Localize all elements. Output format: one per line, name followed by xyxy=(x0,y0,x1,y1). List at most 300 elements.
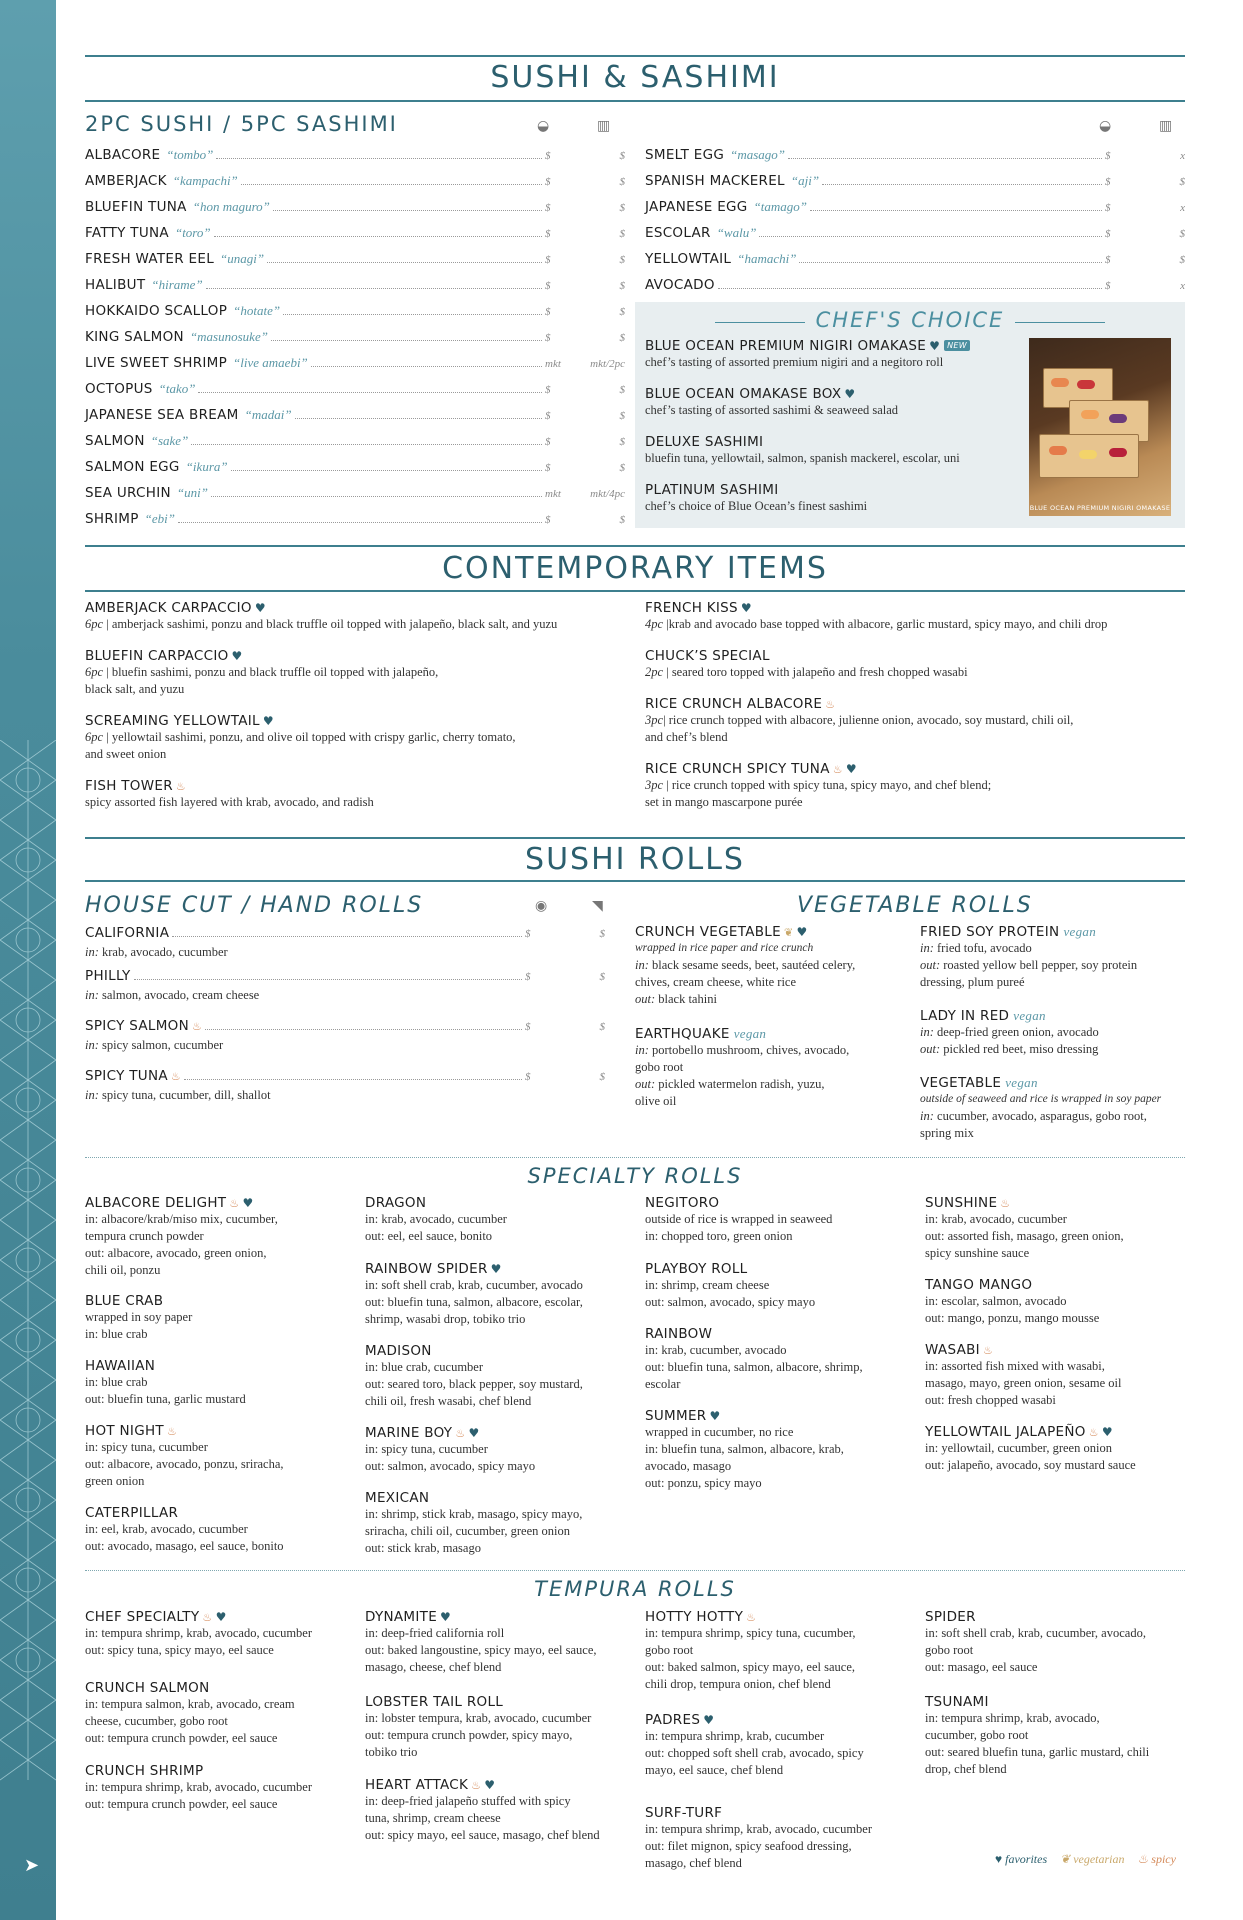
label: in: xyxy=(635,958,653,972)
label: out: xyxy=(635,992,659,1006)
contemporary-item-description xyxy=(645,777,1185,794)
contemporary-rule-top xyxy=(85,545,1185,547)
sushi-item-name: FATTY TUNA xyxy=(85,225,169,241)
sushi-item-japanese-name: “masago” xyxy=(730,147,786,162)
tempura-roll-line: out: tempura crunch powder, eel sauce xyxy=(85,1797,278,1811)
dot-leader xyxy=(172,936,522,937)
roll-ingredients xyxy=(920,1041,1185,1058)
tempura-roll-line: out: baked salmon, spicy mayo, eel sauce, xyxy=(645,1660,856,1674)
specialty-roll-line: green onion xyxy=(85,1474,145,1488)
favorite-icon: ♥ xyxy=(440,1610,452,1624)
favorite-icon: ♥ xyxy=(709,1409,721,1423)
contemporary-item-description xyxy=(85,729,625,746)
tempura-roll-line: out: tempura crunch powder, eel sauce xyxy=(85,1731,278,1745)
tempura-roll-name-text: DYNAMITE xyxy=(365,1609,438,1625)
favorite-icon: ♥ xyxy=(231,649,243,663)
specialty-roll-line: in: soft shell crab, krab, cucumber, avocado xyxy=(365,1278,583,1292)
description-text: | bluefin sashimi, ponzu and black truffle oil topped with jalapeño, xyxy=(103,665,439,679)
roll-ingredients xyxy=(920,1125,1185,1142)
tempura-roll-name-text: CHEF SPECIALTY xyxy=(85,1609,200,1625)
sushi-item-name: SALMON xyxy=(85,433,145,449)
sushi-item-japanese-name: “tamago” xyxy=(753,199,808,214)
specialty-roll-line: masago, mayo, green onion, sesame oil xyxy=(925,1376,1122,1390)
legend-vegetarian: ❦ vegetarian xyxy=(1060,1852,1125,1866)
price-5pc: $ xyxy=(619,436,625,448)
sushi-item-japanese-name: “uni” xyxy=(176,485,208,500)
specialty-roll-item xyxy=(925,1277,1195,1327)
tempura-roll-line: out: filet mignon, spicy seafood dressing, xyxy=(645,1839,852,1853)
specialty-roll-name xyxy=(925,1277,1195,1293)
spicy-icon: ♨ xyxy=(1088,1426,1099,1439)
sushi-item-name: YELLOWTAIL xyxy=(645,251,732,267)
tempura-roll-name-text: CRUNCH SHRIMP xyxy=(85,1763,204,1779)
tempura-roll-line: in: deep-fried california roll xyxy=(365,1626,505,1640)
sushi-item-row xyxy=(85,407,625,427)
legend xyxy=(985,1852,1176,1867)
chef-choice-description: chef’s tasting of assorted premium nigiri and a negitoro roll xyxy=(645,355,944,369)
spicy-icon: ♨ xyxy=(166,1425,178,1438)
sushi-item-row xyxy=(645,147,1185,167)
favorite-icon: ♥ xyxy=(703,1713,715,1727)
nigiri-shape xyxy=(1109,448,1127,457)
specialty-roll-line: out: eel, eel sauce, bonito xyxy=(365,1229,493,1243)
price-2pc: $ xyxy=(1105,202,1111,214)
price-2pc: $ xyxy=(545,410,551,422)
contemporary-item-description xyxy=(85,794,625,811)
favorite-icon: ♥ xyxy=(490,1262,502,1276)
vegetable-rolls-title: VEGETABLE ROLLS xyxy=(797,893,1033,918)
specialty-roll-item xyxy=(85,1293,355,1343)
contemporary-item xyxy=(645,648,1185,681)
sushi-item-name: BLUEFIN TUNA xyxy=(85,199,187,215)
chef-choice-name xyxy=(645,338,1025,354)
chef-choice-description: chef’s tasting of assorted sashimi & seaweed salad xyxy=(645,403,899,417)
sushi-item-name: JAPANESE EGG xyxy=(645,199,748,215)
description-text: | rice crunch topped with spicy tuna, spicy mayo, and chef blend; xyxy=(663,778,992,792)
dot-leader xyxy=(295,418,542,419)
label: out: xyxy=(635,1077,659,1091)
favorite-icon: ♥ xyxy=(468,1426,480,1440)
spicy-icon: ♨ xyxy=(471,1779,482,1792)
ingredients-text: fried tofu, avocado xyxy=(937,941,1032,955)
contemporary-title: CONTEMPORARY ITEMS xyxy=(442,551,828,586)
sidebar-band xyxy=(0,0,56,1920)
piece-count: 4pc xyxy=(645,617,664,631)
tempura-roll-line: gobo root xyxy=(925,1643,974,1657)
sushi-2pc-icon-right: ◒ xyxy=(1099,118,1112,134)
sushi-item-row xyxy=(85,147,625,167)
ingredients-text: spicy tuna, cucumber, dill, shallot xyxy=(102,1088,271,1102)
specialty-roll-item xyxy=(645,1326,915,1393)
pc-header: 2PC SUSHI / 5PC SASHIMI xyxy=(85,112,398,136)
description-text: spicy assorted fish layered with krab, avocado, and radish xyxy=(85,795,374,809)
price-2pc: $ xyxy=(545,280,551,292)
house-roll-name xyxy=(85,925,169,941)
specialty-roll-item xyxy=(645,1261,915,1311)
price-2pc: mkt xyxy=(545,488,561,500)
chef-choice-description: bluefin tuna, yellowtail, salmon, spanish mackerel, escolar, uni xyxy=(645,451,960,465)
tempura-roll-line: in: tempura shrimp, krab, avocado, cucumber xyxy=(85,1780,313,1794)
chef-choice-item xyxy=(645,338,1025,371)
vegetable-roll-name-text: CRUNCH VEGETABLE xyxy=(635,924,781,940)
contemporary-item xyxy=(85,648,625,698)
specialty-roll-name xyxy=(645,1326,915,1342)
roll-ingredients xyxy=(635,1093,875,1110)
sushi-item-name: FRESH WATER EEL xyxy=(85,251,215,267)
ingredients-text: spring mix xyxy=(920,1126,974,1140)
sushi-item-row xyxy=(645,199,1185,219)
tempura-roll-line: drop, chef blend xyxy=(925,1762,1007,1776)
favorite-icon: ♥ xyxy=(484,1778,496,1792)
spicy-icon: ♨ xyxy=(982,1344,994,1357)
specialty-roll-name xyxy=(645,1261,915,1277)
tempura-roll-item xyxy=(645,1609,915,1693)
specialty-roll-line: in: assorted fish mixed with wasabi, xyxy=(925,1359,1105,1373)
specialty-roll-name xyxy=(645,1408,915,1424)
specialty-roll-line: out: salmon, avocado, spicy mayo xyxy=(645,1295,816,1309)
specialty-roll-line: out: fresh chopped wasabi xyxy=(925,1393,1056,1407)
description-text: | rice crunch topped with albacore, julienne onion, avocado, soy mustard, chili oil, xyxy=(663,713,1074,727)
tempura-roll-name-text: LOBSTER TAIL ROLL xyxy=(365,1694,504,1710)
specialty-roll-item xyxy=(925,1195,1195,1262)
specialty-roll-item xyxy=(925,1424,1195,1474)
label: in: xyxy=(920,941,938,955)
dot-leader xyxy=(214,236,542,237)
tempura-roll-name-text: PADRES xyxy=(645,1712,701,1728)
vegetable-roll-item xyxy=(920,924,1185,991)
chef-choice-item xyxy=(645,386,1025,419)
sushi-item-row xyxy=(85,485,625,505)
specialty-roll-name-text: SUNSHINE xyxy=(925,1195,998,1211)
favorite-icon: ♥ xyxy=(215,1610,227,1624)
specialty-roll-item xyxy=(365,1490,635,1557)
contemporary-item-name-text: AMBERJACK CARPACCIO xyxy=(85,600,252,616)
tempura-roll-name xyxy=(645,1712,915,1728)
sushi-item-row xyxy=(645,225,1185,245)
price-2pc: $ xyxy=(1105,228,1111,240)
tempura-roll-line: masago, chef blend xyxy=(645,1856,742,1870)
specialty-roll-line: sriracha, chili oil, cucumber, green onion xyxy=(365,1524,570,1538)
dot-leader xyxy=(206,288,542,289)
tempura-roll-line: chili drop, tempura onion, chef blend xyxy=(645,1677,831,1691)
label: out: xyxy=(920,958,944,972)
description-text: | seared toro topped with jalapeño and fresh chopped wasabi xyxy=(663,665,968,679)
sushi-item-japanese-name: “unagi” xyxy=(220,251,265,266)
dot-leader xyxy=(184,1079,522,1080)
vegetable-roll-name-text: LADY IN RED xyxy=(920,1008,1010,1024)
roll-note: wrapped in rice paper and rice crunch xyxy=(635,942,814,954)
specialty-roll-line: out: seared toro, black pepper, soy mustard, xyxy=(365,1377,583,1391)
sushi-item-japanese-name: “hotate” xyxy=(233,303,281,318)
tempura-roll-item xyxy=(925,1694,1195,1778)
vegan-tag: vegan xyxy=(1063,924,1096,939)
sushi-item-japanese-name: “ebi” xyxy=(144,511,176,526)
tempura-roll-line: out: spicy tuna, spicy mayo, eel sauce xyxy=(85,1643,274,1657)
ingredients-text: olive oil xyxy=(635,1094,677,1108)
house-roll-ingredients xyxy=(85,987,605,1004)
omakase-photo xyxy=(1029,338,1171,516)
menu-content xyxy=(85,0,1185,1920)
spicy-icon: ♨ xyxy=(175,780,187,793)
dot-leader xyxy=(134,979,522,980)
tempura-roll-name xyxy=(85,1680,355,1696)
favorite-icon: ♥ xyxy=(796,925,808,939)
favorite-icon: ♥ xyxy=(242,1196,254,1210)
specialty-roll-item xyxy=(85,1505,355,1555)
tempura-roll-name-text: SURF-TURF xyxy=(645,1805,723,1821)
dot-leader xyxy=(216,158,542,159)
tempura-roll-name xyxy=(645,1609,915,1625)
in-label: in: xyxy=(85,988,103,1002)
roll-ingredients xyxy=(920,1024,1185,1041)
price-5pc: $ xyxy=(619,306,625,318)
tempura-roll-line: out: baked langoustine, spicy mayo, eel sauce, xyxy=(365,1643,597,1657)
dot-leader xyxy=(198,392,542,393)
chef-choice-name-text: BLUE OCEAN PREMIUM NIGIRI OMAKASE xyxy=(645,338,927,354)
specialty-roll-line: in: yellowtail, cucumber, green onion xyxy=(925,1441,1112,1455)
contemporary-item-description-2: and sweet onion xyxy=(85,747,167,761)
tempura-roll-line: in: tempura shrimp, krab, avocado, xyxy=(925,1711,1100,1725)
in-label: in: xyxy=(85,1038,103,1052)
tempura-divider xyxy=(85,1570,1185,1571)
sushi-item-name: SHRIMP xyxy=(85,511,139,527)
specialty-roll-line: in: blue crab, cucumber xyxy=(365,1360,484,1374)
contemporary-item-name xyxy=(85,648,625,664)
piece-count: 3pc xyxy=(645,713,664,727)
tempura-roll-line: out: chopped soft shell crab, avocado, spicy xyxy=(645,1746,864,1760)
ingredients-text: gobo root xyxy=(635,1060,684,1074)
price-5pc: $ xyxy=(619,150,625,162)
tempura-roll-line: in: lobster tempura, krab, avocado, cucumber xyxy=(365,1711,592,1725)
piece-count: 2pc xyxy=(645,665,664,679)
specialty-roll-line: spicy sunshine sauce xyxy=(925,1246,1030,1260)
house-roll-ingredients xyxy=(85,1087,605,1104)
tempura-roll-name-text: TSUNAMI xyxy=(925,1694,989,1710)
specialty-roll-item xyxy=(85,1195,355,1279)
contemporary-item xyxy=(645,761,1185,811)
tempura-roll-name xyxy=(365,1609,635,1625)
contemporary-item-description xyxy=(645,664,1185,681)
vegetable-roll-name xyxy=(920,924,1185,940)
tempura-rolls-title: TEMPURA ROLLS xyxy=(534,1577,736,1601)
price-hand-roll: $ xyxy=(599,1021,605,1033)
price-2pc: $ xyxy=(545,436,551,448)
price-2pc: $ xyxy=(545,254,551,266)
dot-leader xyxy=(271,340,542,341)
sushi-item-row xyxy=(645,173,1185,193)
chef-choice-name xyxy=(645,386,1025,402)
contemporary-item-description xyxy=(645,616,1185,633)
dot-leader xyxy=(178,522,542,523)
roll-ingredients xyxy=(920,1108,1185,1125)
sushi-item-name: ESCOLAR xyxy=(645,225,711,241)
chefs-choice-box xyxy=(635,302,1185,528)
sushi-item-japanese-name: “ikura” xyxy=(185,459,228,474)
sashimi-5pc-icon-right: ▥ xyxy=(1159,118,1173,134)
contemporary-item xyxy=(85,778,625,811)
price-5pc: x xyxy=(1180,150,1185,162)
sushi-item-name: SPANISH MACKEREL xyxy=(645,173,785,189)
specialty-roll-line: in: spicy tuna, cucumber xyxy=(365,1442,488,1456)
specialty-roll-name-text: MADISON xyxy=(365,1343,432,1359)
tempura-roll-item xyxy=(85,1763,355,1813)
chefs-choice-title: CHEF'S CHOICE xyxy=(815,308,1005,332)
sushi-item-name: OCTOPUS xyxy=(85,381,153,397)
sushi-item-row xyxy=(85,329,625,349)
sushi-item-japanese-name: “sake” xyxy=(150,433,189,448)
contemporary-item-name-text: SCREAMING YELLOWTAIL xyxy=(85,713,260,729)
specialty-roll-line: in: blue crab xyxy=(85,1375,148,1389)
spicy-icon: ♨ xyxy=(1000,1197,1011,1210)
specialty-roll-name xyxy=(365,1490,635,1506)
sushi-item-name: JAPANESE SEA BREAM xyxy=(85,407,239,423)
tempura-roll-name xyxy=(365,1694,635,1710)
price-hand-roll: $ xyxy=(599,971,605,983)
price-2pc: $ xyxy=(545,332,551,344)
house-roll-row xyxy=(85,1068,605,1088)
specialty-roll-name xyxy=(925,1195,1195,1211)
tempura-roll-line: tuna, shrimp, cream cheese xyxy=(365,1811,501,1825)
label: in: xyxy=(920,1109,938,1123)
specialty-roll-item xyxy=(365,1343,635,1410)
specialty-roll-line: out: bluefin tuna, garlic mustard xyxy=(85,1392,246,1406)
specialty-divider xyxy=(85,1157,1185,1158)
contemporary-item-name xyxy=(645,600,1185,616)
price-2pc: $ xyxy=(1105,280,1111,292)
hand-roll-icon: ◥ xyxy=(592,898,603,914)
vegan-tag: vegan xyxy=(733,1026,767,1041)
specialty-roll-line: out: bluefin tuna, salmon, albacore, shrimp, xyxy=(645,1360,863,1374)
chef-choice-item xyxy=(645,482,1025,515)
label: in: xyxy=(920,1025,938,1039)
house-roll-name-text: CALIFORNIA xyxy=(85,925,170,941)
specialty-roll-line: out: jalapeño, avocado, soy mustard sauce xyxy=(925,1458,1136,1472)
price-5pc: $ xyxy=(1179,254,1185,266)
contemporary-item-description-2: and chef’s blend xyxy=(645,730,728,744)
specialty-roll-name-text: DRAGON xyxy=(365,1195,427,1211)
tempura-roll-name-text: SPIDER xyxy=(925,1609,976,1625)
specialty-roll-name xyxy=(85,1195,355,1211)
tempura-roll-line: in: tempura shrimp, krab, avocado, cucumber xyxy=(85,1626,313,1640)
price-hand-roll: $ xyxy=(599,1071,605,1083)
roll-ingredients xyxy=(635,1042,875,1059)
price-5pc: $ xyxy=(619,280,625,292)
specialty-roll-line: in: spicy tuna, cucumber xyxy=(85,1440,208,1454)
ingredients-text: deep-fried green onion, avocado xyxy=(937,1025,1099,1039)
price-2pc: $ xyxy=(1105,176,1111,188)
contemporary-item-description-2: set in mango mascarpone purée xyxy=(645,795,803,809)
roll-ingredients xyxy=(635,957,875,974)
vegetable-roll-item xyxy=(635,924,875,1008)
contemporary-item xyxy=(645,696,1185,746)
specialty-roll-name xyxy=(645,1195,915,1211)
specialty-roll-line: out: assorted fish, masago, green onion, xyxy=(925,1229,1124,1243)
vegetable-roll-item xyxy=(635,1026,875,1110)
specialty-roll-line: wrapped in cucumber, no rice xyxy=(645,1425,794,1439)
sushi-item-row xyxy=(85,433,625,453)
specialty-roll-name xyxy=(365,1425,635,1441)
legend-favorites: ♥ favorites xyxy=(995,1852,1048,1866)
rolls-rule-top xyxy=(85,837,1185,839)
price-2pc: $ xyxy=(545,384,551,396)
spicy-icon: ♨ xyxy=(170,1070,182,1083)
spicy-icon: ♨ xyxy=(746,1611,757,1624)
dot-leader xyxy=(241,184,542,185)
price-2pc: $ xyxy=(545,150,551,162)
sushi-item-row xyxy=(85,381,625,401)
ingredients-text: roasted yellow bell pepper, soy protein xyxy=(943,958,1138,972)
specialty-roll-name xyxy=(365,1343,635,1359)
vegetable-roll-item xyxy=(920,1008,1185,1058)
sushi-item-name: SEA URCHIN xyxy=(85,485,171,501)
vegetable-roll-item xyxy=(920,1075,1185,1142)
in-label: in: xyxy=(85,1088,103,1102)
spicy-icon: ♨ xyxy=(202,1611,213,1624)
specialty-roll-line: in: blue crab xyxy=(85,1327,148,1341)
specialty-roll-line: in: shrimp, cream cheese xyxy=(645,1278,770,1292)
house-roll-row xyxy=(85,1018,605,1038)
sushi-item-japanese-name: “hamachi” xyxy=(737,251,797,266)
sushi-item-row xyxy=(85,277,625,297)
sushi-item-japanese-name: “aji” xyxy=(790,173,820,188)
price-2pc: $ xyxy=(545,462,551,474)
ingredients-text: black sesame seeds, beet, sautéed celery, xyxy=(652,958,856,972)
house-roll-ingredients xyxy=(85,1037,605,1054)
house-roll-row xyxy=(85,925,605,945)
contemporary-item-name-text: RICE CRUNCH ALBACORE xyxy=(645,696,823,712)
sushi-item-row xyxy=(85,355,625,375)
specialty-roll-line: out: ponzu, spicy mayo xyxy=(645,1476,762,1490)
specialty-roll-line: in: chopped toro, green onion xyxy=(645,1229,793,1243)
price-5pc: $ xyxy=(1179,228,1185,240)
ingredients-text: pickled watermelon radish, yuzu, xyxy=(658,1077,825,1091)
label: out: xyxy=(920,1042,944,1056)
top-rule xyxy=(85,55,1185,57)
favorite-icon: ♥ xyxy=(844,387,856,401)
dot-leader xyxy=(283,314,542,315)
sushi-item-japanese-name: “walu” xyxy=(716,225,757,240)
spicy-icon: ♨ xyxy=(825,698,836,711)
specialty-roll-line: in: albacore/krab/miso mix, cucumber, xyxy=(85,1212,278,1226)
tempura-roll-line: mayo, eel sauce, chef blend xyxy=(645,1763,784,1777)
sushi-item-japanese-name: “toro” xyxy=(174,225,211,240)
price-cut-roll: $ xyxy=(525,971,531,983)
favorite-icon: ♥ xyxy=(1101,1425,1113,1439)
contemporary-item-name-text: FISH TOWER xyxy=(85,778,173,794)
specialty-roll-line: in: escolar, salmon, avocado xyxy=(925,1294,1067,1308)
house-roll-name-text: SPICY SALMON xyxy=(85,1018,189,1034)
specialty-roll-line: out: salmon, avocado, spicy mayo xyxy=(365,1459,536,1473)
dot-leader xyxy=(211,496,542,497)
house-roll-name-text: PHILLY xyxy=(85,968,131,984)
specialty-roll-name xyxy=(85,1293,355,1309)
contemporary-item-name xyxy=(645,696,1185,712)
tempura-roll-line: in: soft shell crab, krab, cucumber, avocado, xyxy=(925,1626,1146,1640)
contemporary-item-description-2: black salt, and yuzu xyxy=(85,682,185,696)
specialty-roll-name-text: TANGO MANGO xyxy=(925,1277,1033,1293)
favorite-icon: ♥ xyxy=(254,601,266,615)
dot-leader xyxy=(191,444,542,445)
ingredients-text: cucumber, avocado, asparagus, gobo root, xyxy=(937,1109,1147,1123)
price-cut-roll: $ xyxy=(525,1071,531,1083)
sushi-item-japanese-name: “masunosuke” xyxy=(189,329,268,344)
specialty-roll-line: shrimp, wasabi drop, tobiko trio xyxy=(365,1312,526,1326)
new-badge: NEW xyxy=(944,340,970,351)
piece-count: 6pc xyxy=(85,617,104,631)
tempura-roll-item xyxy=(85,1609,355,1659)
specialty-roll-name-text: NEGITORO xyxy=(645,1195,720,1211)
roll-ingredients xyxy=(635,1059,875,1076)
